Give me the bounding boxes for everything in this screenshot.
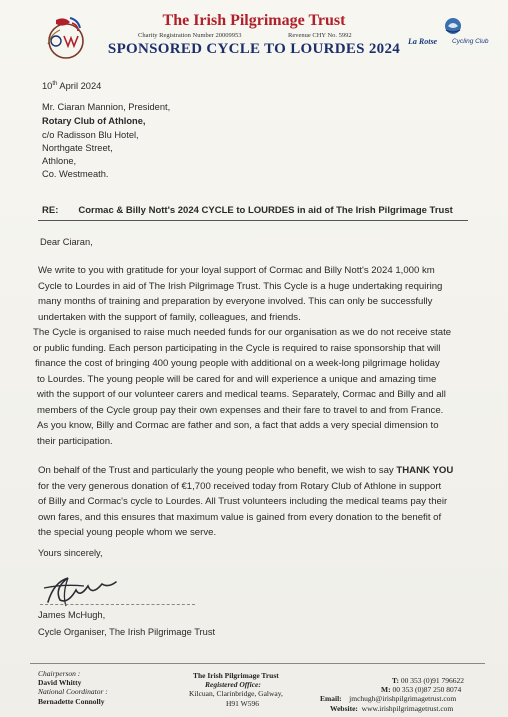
address-line-1: Mr. Ciaran Mannion, President, xyxy=(42,102,171,112)
address-line-2: Rotary Club of Athlone, xyxy=(42,116,146,126)
org-name: The Irish Pilgrimage Trust xyxy=(162,12,346,29)
paragraph-1: We write to you with gratitude for your loyal support of Cormac and Billy Nott's 2024 1,000 km Cycle to Lourdes in aid of The Irish Pilgrimage Trust. This Cycle is a huge undertaking requiring many months of training and preparation by everyone involved. This can only be successfully undertaken with the support of family, colleagues, and friends. xyxy=(38,265,443,323)
address-line-5: Athlone, xyxy=(42,156,77,166)
telephone: T: 00 353 (0)91 796622 xyxy=(392,676,464,685)
chairperson-name: David Whitty xyxy=(38,678,82,687)
closing: Yours sincerely, xyxy=(38,548,103,558)
letter-date: 10th April 2024 xyxy=(42,81,102,92)
website[interactable]: Website: www.irishpilgrimagetrust.com xyxy=(330,704,454,713)
cycling-club-brand: La Rotse xyxy=(408,37,438,46)
registered-office-address: Kilcuan, Clarinbridge, Galway, xyxy=(189,689,283,698)
handwritten-signature xyxy=(38,572,148,612)
signature-line xyxy=(40,604,195,605)
subject-label: RE: xyxy=(42,205,59,216)
subject-divider xyxy=(38,220,468,221)
footer-trust-name: The Irish Pilgrimage Trust xyxy=(193,671,279,680)
subject-line xyxy=(42,205,453,216)
coordinator-name: Bernadette Connolly xyxy=(38,697,105,706)
coordinator-label: National Coordinator : xyxy=(38,687,108,696)
paragraph-2: The Cycle is organised to raise much needed funds for our organisation as we do not receive state or public funding. Each person participating in the Cycle is required to raise sponsorship that will finance the cost of bringing 400 young people with additional on a week-long pilgrimage holiday to Lourdes. The young people will be cared for and will experience a unique and amazing time with the support of our volunteer carers and medical teams. Separately, Cormac and Billy and all members of the Cycle group pay their own expenses and their fare to travel to and from France. As you know, Billy and Cormac are father and son, a fact that adds a very special dimension to their participation. xyxy=(33,327,452,447)
subject-text: Cormac & Billy Nott's 2024 CYCLE to LOURDES in aid of The Irish Pilgrimage Trust xyxy=(78,205,453,216)
email[interactable]: Email: jmchugh@irishpilgrimagetrust.com xyxy=(320,694,457,703)
chairperson-label: Chairperson : xyxy=(38,669,81,678)
event-title: SPONSORED CYCLE TO LOURDES 2024 xyxy=(107,41,401,57)
address-line-3: c/o Radisson Blu Hotel, xyxy=(42,130,139,140)
address-line-4: Northgate Street, xyxy=(42,143,113,153)
mobile: M: 00 353 (0)87 250 8074 xyxy=(381,685,462,694)
paragraph-3: On behalf of the Trust and particularly the young people who benefit, we wish to say THANK YOU for the very generous donation of €1,700 received today from Rotary Club of Athlone in support of Billy and Cormac's cycle to Lourdes. All Trust volunteers including the medical teams pay their own fares, and this ensures that maximum value is gained from every donation to the benefit of the special young people whom we serve. xyxy=(38,465,454,538)
charity-registration: Charity Registration Number 20009953 xyxy=(138,32,242,39)
cycling-club-logo xyxy=(405,14,495,54)
address-line-6: Co. Westmeath. xyxy=(42,169,109,179)
signatory-title: Cycle Organiser, The Irish Pilgrimage Trust xyxy=(38,627,216,637)
revenue-number: Revenue CHY No. 5992 xyxy=(288,32,352,39)
registered-office-label: Registered Office: xyxy=(205,680,261,689)
signatory-name: James McHugh, xyxy=(38,610,106,620)
footer-divider xyxy=(30,663,485,664)
salutation: Dear Ciaran, xyxy=(40,237,93,247)
cycling-club-label: Cycling Club xyxy=(452,38,489,45)
registered-office-eircode: H91 W596 xyxy=(226,699,259,708)
